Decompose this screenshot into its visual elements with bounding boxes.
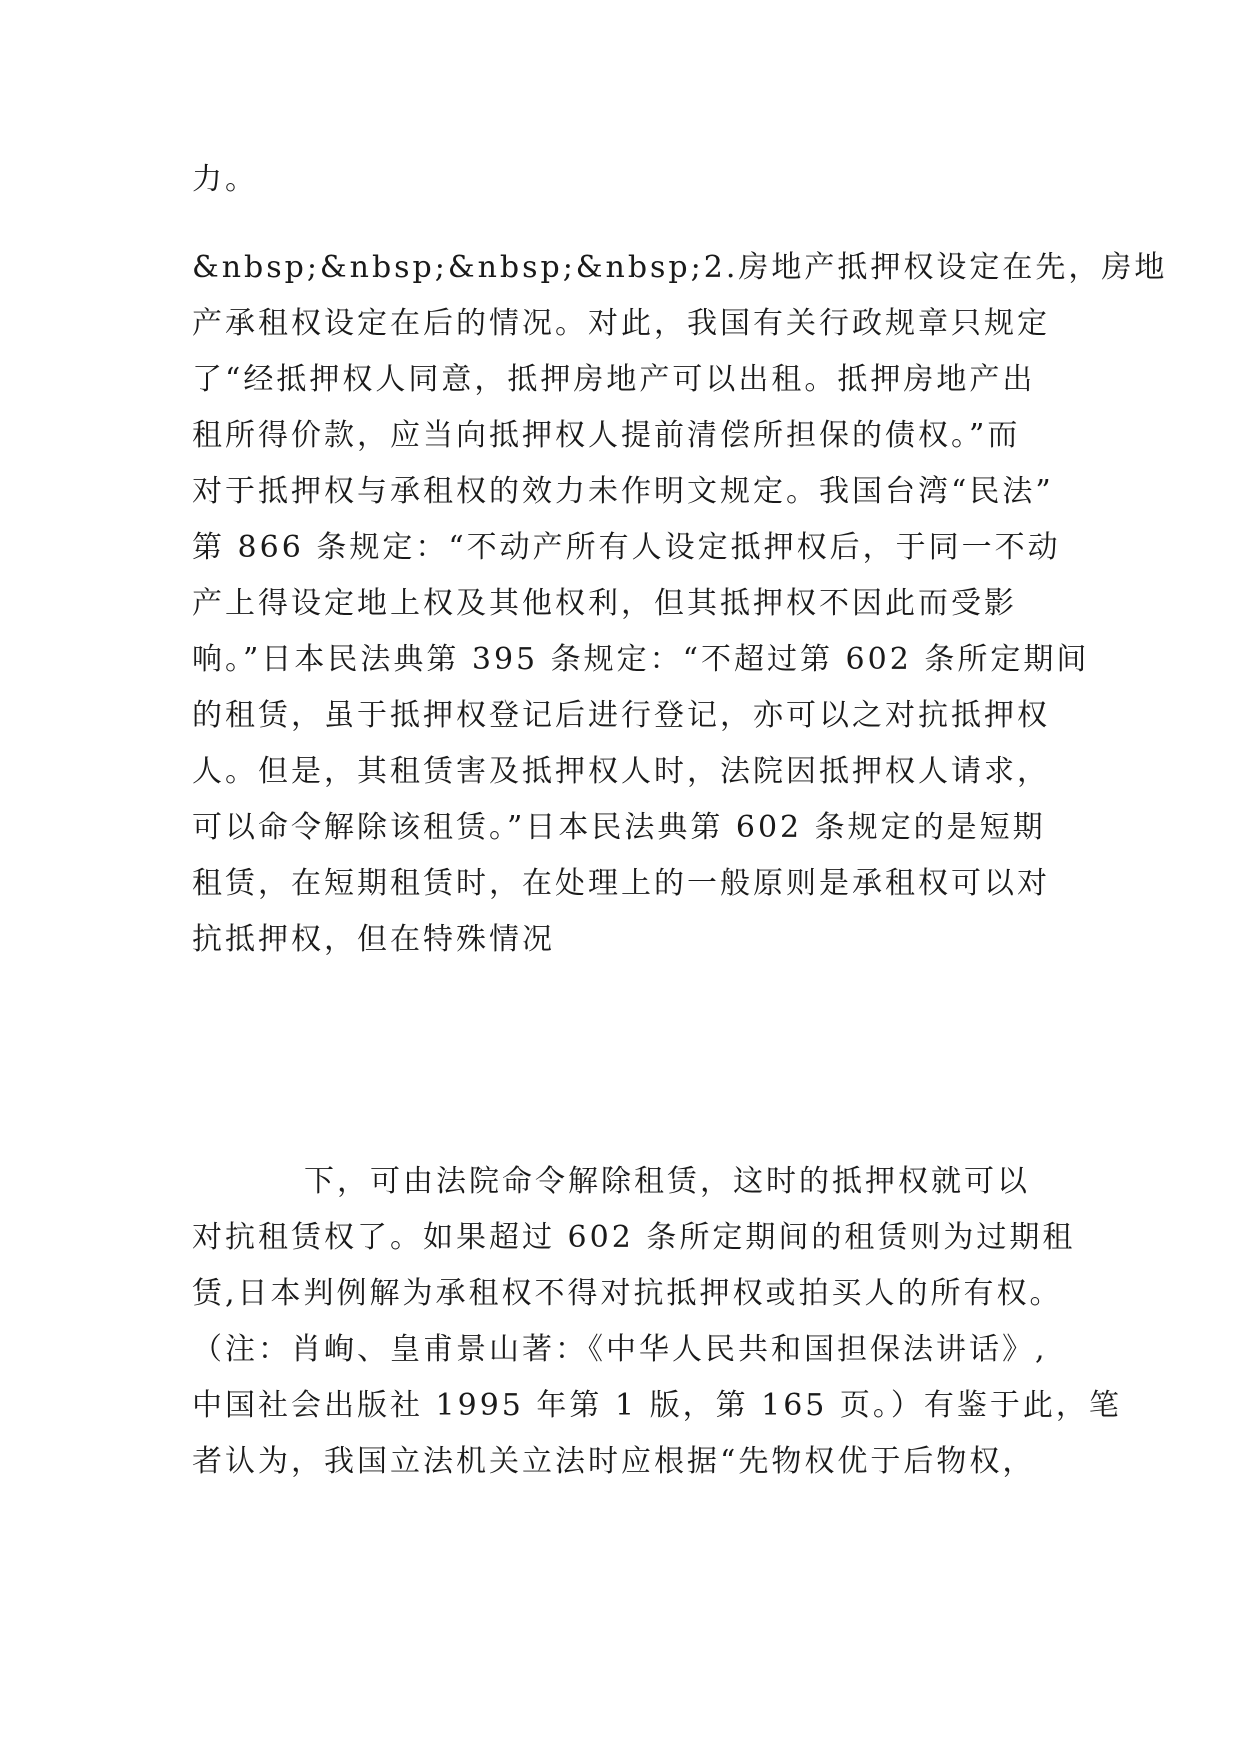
text-line: （注：肖峋、皇甫景山著：《中华人民共和国担保法讲话》, — [192, 1332, 1048, 1367]
text-line: 人。但是，其租赁害及抵押权人时，法院因抵押权人请求， — [192, 754, 1050, 789]
text-line: 产承租权设定在后的情况。对此，我国有关行政规章只规定 — [192, 306, 1050, 341]
text-line: 的租赁，虽于抵押权登记后进行登记，亦可以之对抗抵押权 — [192, 698, 1050, 733]
text-line: 响。”日本民法典第 395 条规定：“不超过第 602 条所定期间 — [192, 642, 1090, 677]
text-line: 产上得设定地上权及其他权利，但其抵押权不因此而受影 — [192, 586, 1017, 621]
text-line: 中国社会出版社 1995 年第 1 版，第 165 页。）有鉴于此，笔 — [192, 1388, 1122, 1423]
text-line: 租所得价款，应当向抵押权人提前清偿所担保的债权。”而 — [192, 418, 1021, 453]
text-line: 力。 — [192, 162, 258, 197]
text-line: 者认为，我国立法机关立法时应根据“先物权优于后物权， — [192, 1444, 1036, 1479]
text-line: 对抗租赁权了。如果超过 602 条所定期间的租赁则为过期租 — [192, 1220, 1076, 1255]
text-line: 下，可由法院命令解除租赁，这时的抵押权就可以 — [304, 1164, 1030, 1199]
text-line: 对于抵押权与承租权的效力未作明文规定。我国台湾“民法” — [192, 474, 1054, 509]
text-line: 赁,日本判例解为承租权不得对抗抵押权或拍买人的所有权。 — [192, 1276, 1063, 1311]
text-line: 了“经抵押权人同意，抵押房地产可以出租。抵押房地产出 — [192, 362, 1036, 397]
text-line: 租赁，在短期租赁时，在处理上的一般原则是承租权可以对 — [192, 866, 1050, 901]
text-line: 第 866 条规定：“不动产所有人设定抵押权后，于同一不动 — [192, 530, 1061, 565]
text-line: &nbsp;&nbsp;&nbsp;&nbsp;2.房地产抵押权设定在先，房地 — [192, 250, 1168, 285]
text-line: 可以命令解除该租赁。”日本民法典第 602 条规定的是短期 — [192, 810, 1046, 845]
text-line: 抗抵押权，但在特殊情况 — [192, 922, 555, 957]
